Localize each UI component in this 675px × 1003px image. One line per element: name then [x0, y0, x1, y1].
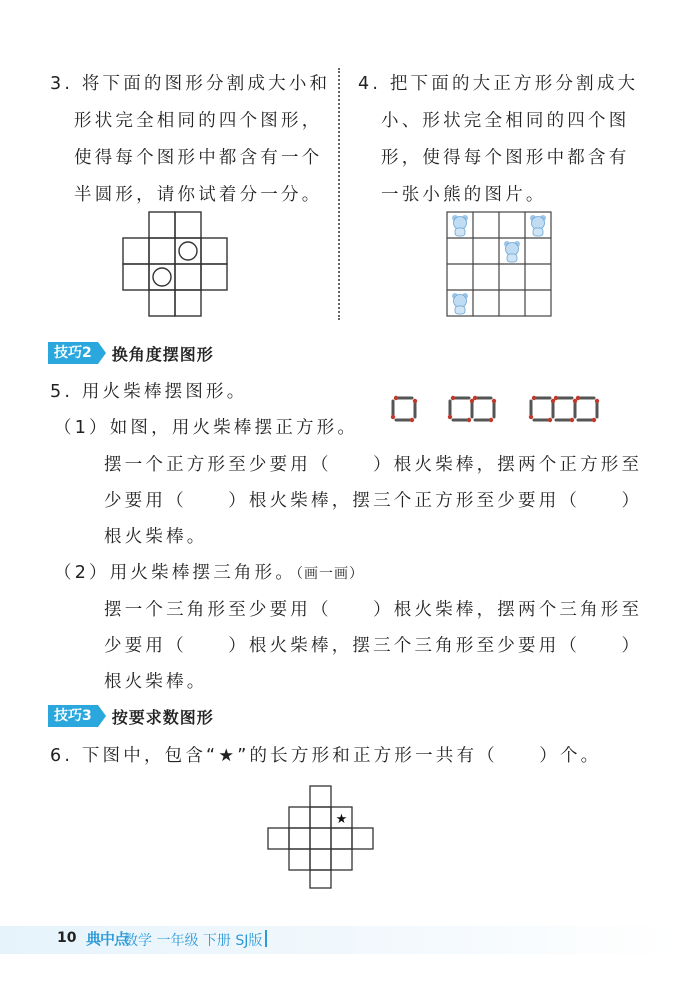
tip2-badge: 技巧2 — [48, 342, 98, 364]
q4-line-2: 小、形状完全相同的四个图 — [381, 111, 630, 131]
tip3-badge: 技巧3 — [48, 705, 98, 727]
q5-part2-row — [54, 559, 364, 584]
q6-text: 6. 下图中，包含“★”的长方形和正方形一共有（ ）个。 — [50, 746, 602, 766]
q5-part1-label: （1）如图，用火柴棒摆正方形。 — [54, 418, 359, 438]
q4-line-3: 形，使得每个图形中都含有 — [381, 148, 630, 168]
page-number: 10 — [57, 930, 77, 946]
q3-line-3: 使得每个图形中都含有一个 — [74, 148, 323, 168]
q6-figure — [266, 784, 376, 890]
matchstick-squares-figure — [384, 392, 616, 428]
column-divider — [338, 68, 340, 320]
tip3-tag — [48, 705, 214, 727]
q3-line-2: 形状完全相同的四个图形， — [74, 111, 323, 131]
q5-part2-note: （画一画） — [296, 566, 365, 582]
brand-logo: 典中点 — [86, 930, 129, 948]
q5-part2-line-2: 少要用（ ）根火柴棒，摆三个三角形至少要用（ ） — [104, 636, 643, 656]
tip2-title: 换角度摆图形 — [111, 344, 214, 364]
q4-figure — [445, 210, 553, 318]
q5-part1-line-1: 摆一个正方形至少要用（ ）根火柴棒，摆两个正方形至 — [104, 455, 643, 475]
q5-title: 5. 用火柴棒摆图形。 — [50, 382, 248, 402]
q5-part1-line-3: 根火柴棒。 — [104, 527, 208, 547]
circle-mark — [179, 242, 197, 260]
tip3-title: 按要求数图形 — [111, 707, 214, 727]
bear-icon — [504, 241, 520, 262]
circle-mark — [153, 268, 171, 286]
q3-line-4: 半圆形，请你试着分一分。 — [74, 185, 323, 205]
book-info: 数学 一年级 下册 SJ版 — [124, 933, 263, 949]
q3-figure — [121, 210, 231, 318]
footer-divider — [265, 930, 267, 947]
bear-icon — [452, 293, 468, 314]
q5-part2-line-1: 摆一个三角形至少要用（ ）根火柴棒，摆两个三角形至 — [104, 600, 643, 620]
q5-part1-line-2: 少要用（ ）根火柴棒，摆三个正方形至少要用（ ） — [104, 491, 643, 511]
bear-icon — [530, 215, 546, 236]
tip2-tag — [48, 342, 214, 364]
star-marker: ★ — [335, 812, 348, 827]
bear-icon — [452, 215, 468, 236]
q4-line-1: 4. 把下面的大正方形分割成大 — [358, 74, 639, 94]
q4-line-4: 一张小熊的图片。 — [381, 185, 547, 205]
q5-part2-line-3: 根火柴棒。 — [104, 672, 208, 692]
q5-part2-label: （2）用火柴棒摆三角形。 — [54, 563, 297, 583]
q3-line-1: 3. 将下面的图形分割成大小和 — [50, 74, 331, 94]
